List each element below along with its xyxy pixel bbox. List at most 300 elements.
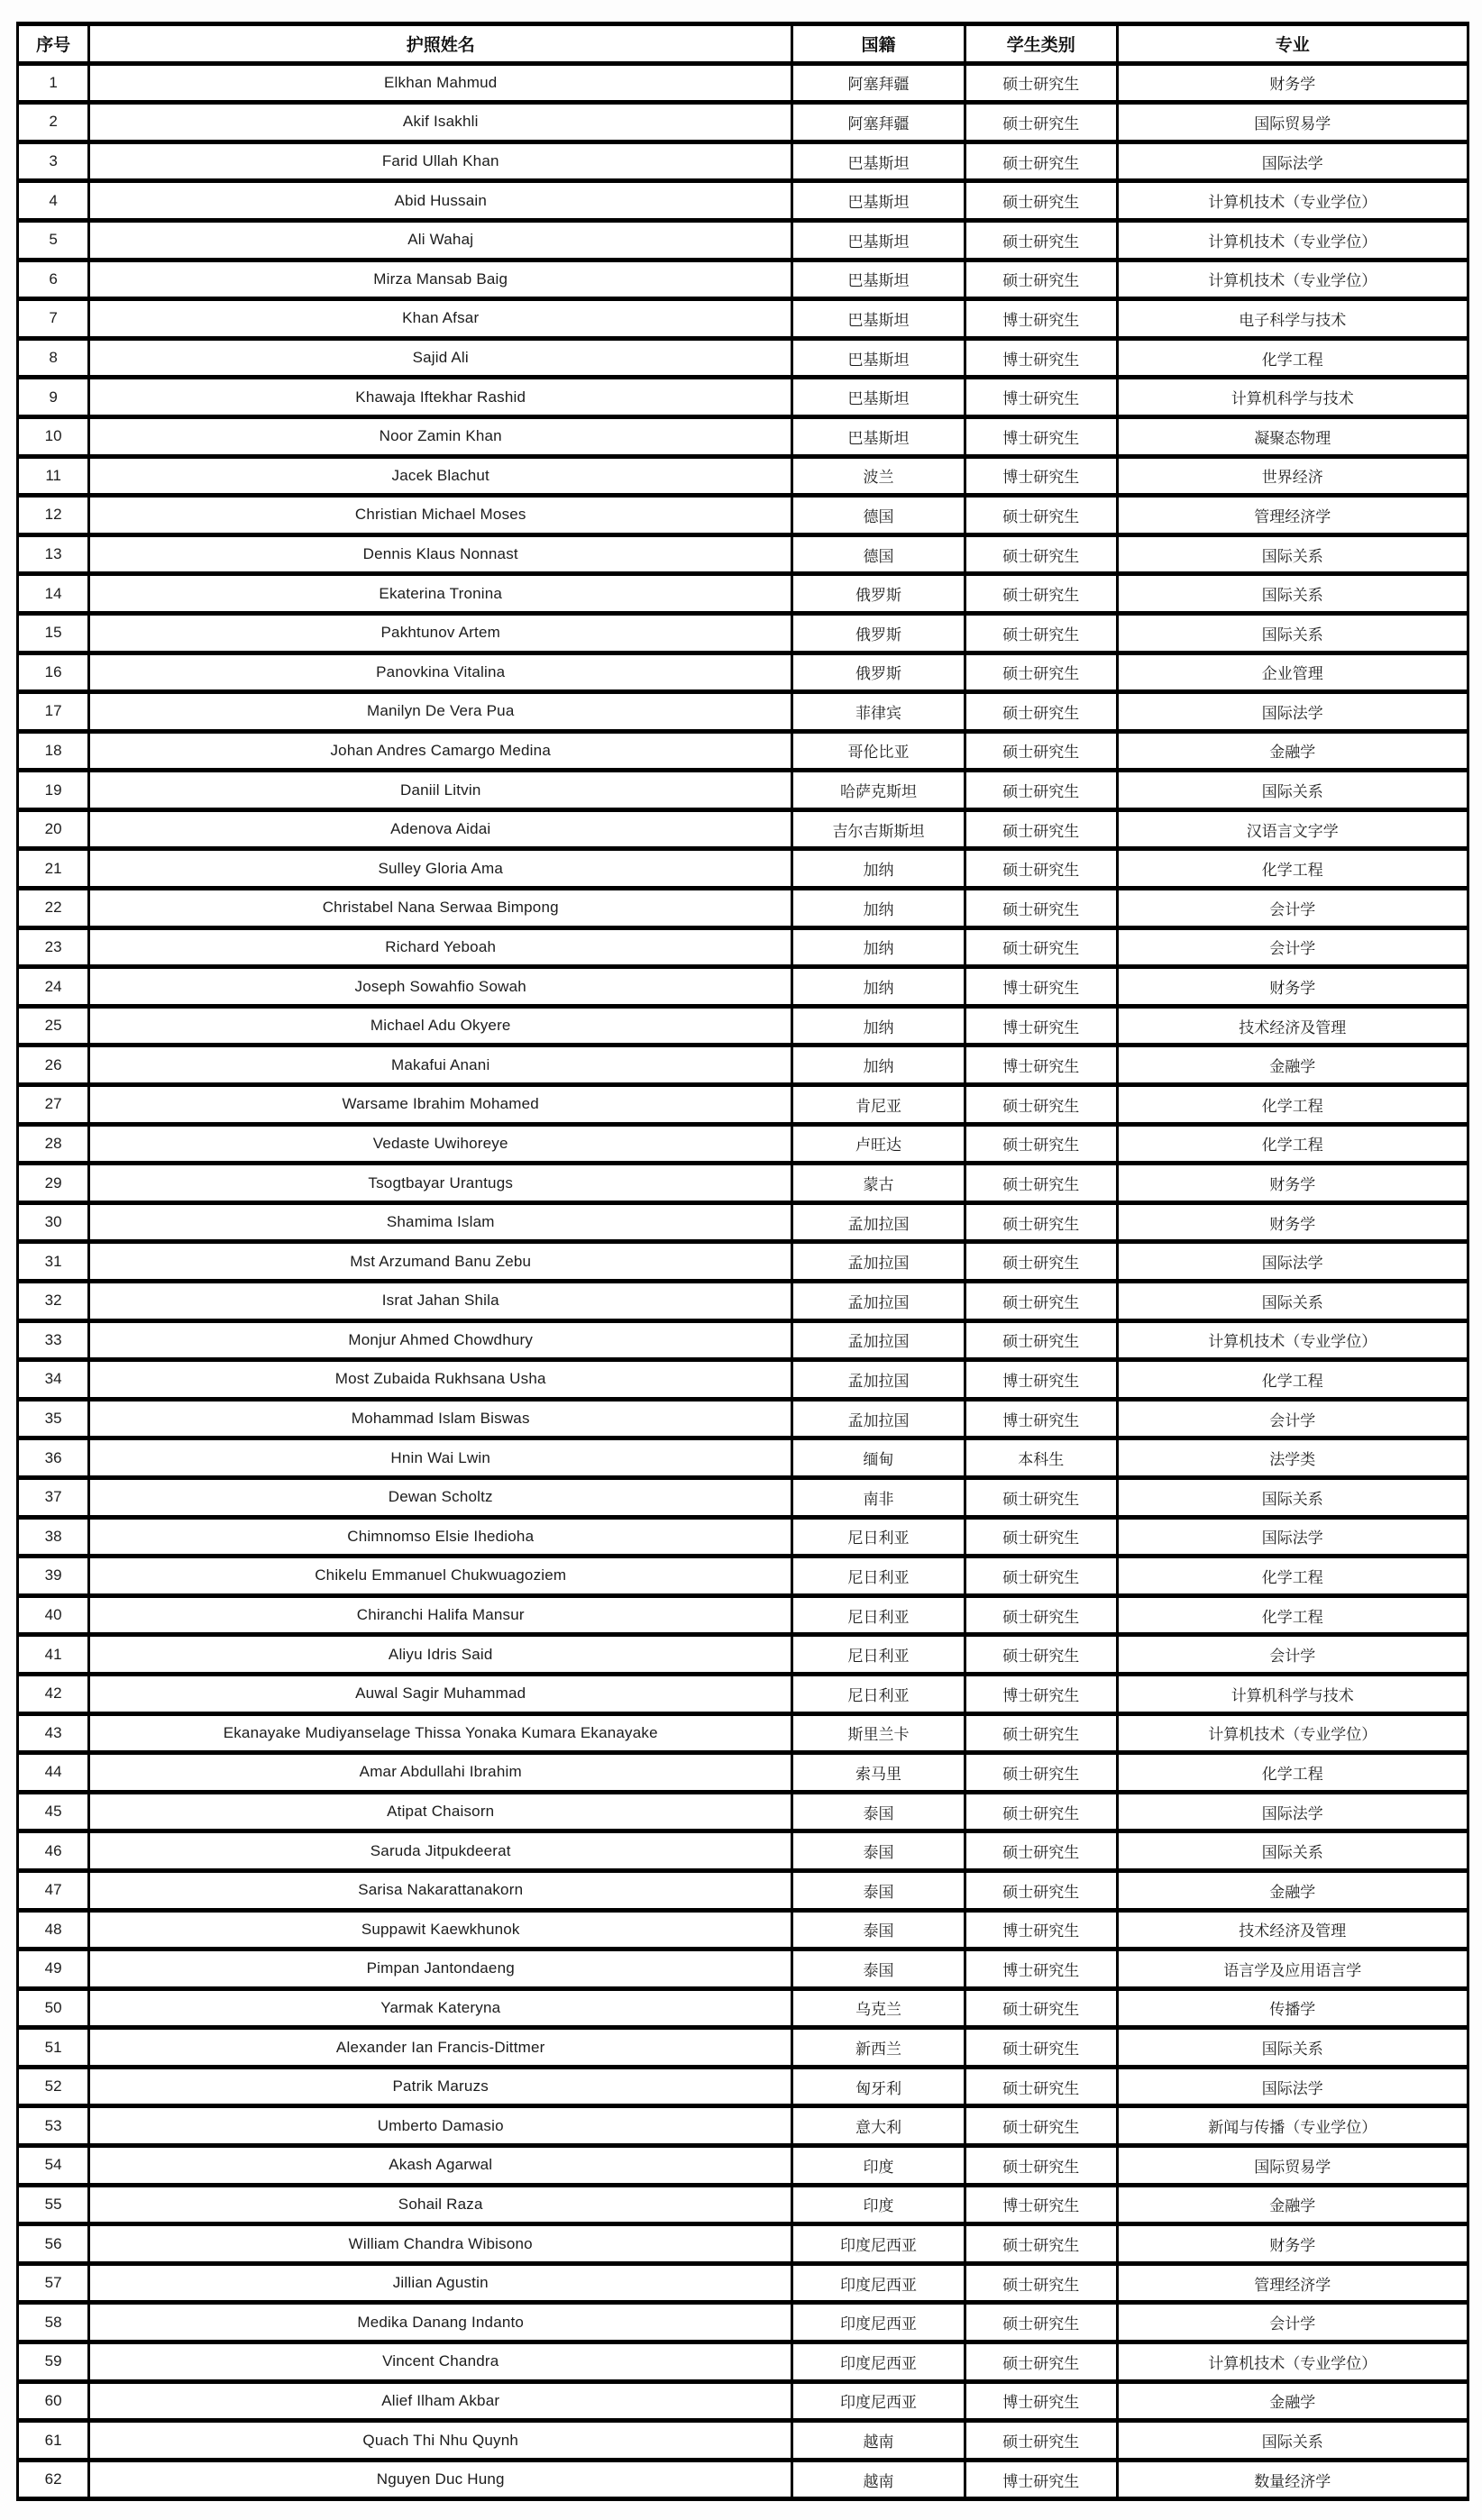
row-index-cell: 8 [18,338,89,378]
table-row [18,1006,1468,1045]
nationality-cell: 泰国 [792,1792,965,1831]
passport-name-cell: Noor Zamin Khan [89,416,792,456]
nationality-cell: 哥伦比亚 [792,731,965,771]
student-category-cell: 硕士研究生 [965,534,1117,574]
student-category-cell: 硕士研究生 [965,889,1117,928]
student-category-cell: 硕士研究生 [965,1164,1117,1203]
table-row [18,1124,1468,1164]
row-index-cell: 36 [18,1438,89,1478]
nationality-cell: 斯里兰卡 [792,1713,965,1753]
row-index-cell: 40 [18,1595,89,1635]
row-index-cell: 16 [18,653,89,692]
nationality-cell: 孟加拉国 [792,1399,965,1438]
student-category-cell: 博士研究生 [965,338,1117,378]
nationality-cell: 加纳 [792,1045,965,1085]
passport-name-cell: Umberto Damasio [89,2106,792,2146]
passport-name-cell: Ekanayake Mudiyanselage Thissa Yonaka Kumara Ekanayake [89,1713,792,1753]
student-category-cell: 硕士研究生 [965,2146,1117,2186]
student-category-cell: 博士研究生 [965,416,1117,456]
major-cell: 财务学 [1117,967,1468,1007]
nationality-cell: 孟加拉国 [792,1282,965,1321]
student-category-cell: 博士研究生 [965,1674,1117,1713]
row-index-cell: 18 [18,731,89,771]
row-index-cell: 54 [18,2146,89,2186]
nationality-cell: 孟加拉国 [792,1320,965,1360]
passport-name-cell: Joseph Sowahfio Sowah [89,967,792,1007]
major-cell: 语言学及应用语言学 [1117,1949,1468,1989]
nationality-cell: 巴基斯坦 [792,181,965,221]
row-index-cell: 26 [18,1045,89,1085]
major-cell: 金融学 [1117,2381,1468,2421]
row-index-cell: 12 [18,496,89,535]
student-category-cell: 硕士研究生 [965,771,1117,810]
nationality-cell: 印度尼西亚 [792,2342,965,2382]
table-row [18,416,1468,456]
table-row [18,1910,1468,1949]
row-index-cell: 2 [18,103,89,142]
nationality-cell: 巴基斯坦 [792,378,965,417]
student-category-cell: 博士研究生 [965,299,1117,339]
row-index-cell: 31 [18,1242,89,1282]
student-category-cell: 硕士研究生 [965,220,1117,260]
major-cell: 计算机技术（专业学位） [1117,220,1468,260]
passport-name-cell: Israt Jahan Shila [89,1282,792,1321]
major-cell: 传播学 [1117,1988,1468,2028]
table-row [18,496,1468,535]
major-cell: 化学工程 [1117,1753,1468,1793]
student-category-cell: 硕士研究生 [965,1282,1117,1321]
nationality-cell: 越南 [792,2460,965,2499]
passport-name-cell: Pakhtunov Artem [89,613,792,653]
table-row [18,1792,1468,1831]
major-cell: 化学工程 [1117,1360,1468,1400]
student-category-cell: 博士研究生 [965,378,1117,417]
nationality-cell: 尼日利亚 [792,1517,965,1557]
student-category-cell: 硕士研究生 [965,574,1117,614]
nationality-cell: 南非 [792,1477,965,1517]
table-row [18,456,1468,496]
row-index-cell: 5 [18,220,89,260]
nationality-cell: 匈牙利 [792,2067,965,2106]
passport-name-cell: Dennis Klaus Nonnast [89,534,792,574]
student-category-cell: 硕士研究生 [965,2263,1117,2303]
nationality-cell: 德国 [792,534,965,574]
table-row [18,1164,1468,1203]
passport-name-cell: Daniil Litvin [89,771,792,810]
row-index-cell: 1 [18,63,89,103]
passport-name-cell: Sarisa Nakarattanakorn [89,1870,792,1910]
passport-name-cell: Suppawit Kaewkhunok [89,1910,792,1949]
major-cell: 国际关系 [1117,2421,1468,2461]
header-cell-index: 序号 [18,24,89,64]
row-index-cell: 10 [18,416,89,456]
table-row [18,2342,1468,2382]
major-cell: 化学工程 [1117,1557,1468,1596]
row-index-cell: 58 [18,2303,89,2342]
passport-name-cell: Atipat Chaisorn [89,1792,792,1831]
student-category-cell: 硕士研究生 [965,1792,1117,1831]
nationality-cell: 尼日利亚 [792,1557,965,1596]
table-row [18,849,1468,889]
table-row [18,1831,1468,1871]
major-cell: 计算机科学与技术 [1117,1674,1468,1713]
passport-name-cell: Mst Arzumand Banu Zebu [89,1242,792,1282]
major-cell: 国际关系 [1117,2028,1468,2068]
nationality-cell: 加纳 [792,927,965,967]
student-category-cell: 硕士研究生 [965,849,1117,889]
row-index-cell: 14 [18,574,89,614]
nationality-cell: 孟加拉国 [792,1202,965,1242]
major-cell: 财务学 [1117,1202,1468,1242]
row-index-cell: 34 [18,1360,89,1400]
passport-name-cell: Khawaja Iftekhar Rashid [89,378,792,417]
major-cell: 计算机技术（专业学位） [1117,1713,1468,1753]
nationality-cell: 俄罗斯 [792,653,965,692]
table-row [18,1085,1468,1125]
major-cell: 国际关系 [1117,771,1468,810]
major-cell: 技术经济及管理 [1117,1006,1468,1045]
row-index-cell: 20 [18,809,89,849]
passport-name-cell: Pimpan Jantondaeng [89,1949,792,1989]
passport-name-cell: Patrik Maruzs [89,2067,792,2106]
row-index-cell: 22 [18,889,89,928]
student-category-cell: 硕士研究生 [965,103,1117,142]
student-category-cell: 博士研究生 [965,1949,1117,1989]
passport-name-cell: Chiranchi Halifa Mansur [89,1595,792,1635]
table-row [18,692,1468,732]
table-row [18,2028,1468,2068]
passport-name-cell: Hnin Wai Lwin [89,1438,792,1478]
major-cell: 会计学 [1117,927,1468,967]
table-row [18,1438,1468,1478]
student-category-cell: 硕士研究生 [965,1595,1117,1635]
table-row [18,1282,1468,1321]
passport-name-cell: Jacek Blachut [89,456,792,496]
row-index-cell: 3 [18,142,89,181]
table-header [18,24,1468,64]
table-row [18,1399,1468,1438]
table-row [18,2067,1468,2106]
row-index-cell: 38 [18,1517,89,1557]
student-category-cell: 硕士研究生 [965,613,1117,653]
row-index-cell: 37 [18,1477,89,1517]
nationality-cell: 蒙古 [792,1164,965,1203]
row-index-cell: 39 [18,1557,89,1596]
row-index-cell: 49 [18,1949,89,1989]
major-cell: 计算机技术（专业学位） [1117,181,1468,221]
major-cell: 财务学 [1117,2224,1468,2264]
nationality-cell: 印度 [792,2185,965,2224]
header-cell-student-category: 学生类别 [965,24,1117,64]
major-cell: 计算机技术（专业学位） [1117,260,1468,299]
major-cell: 管理经济学 [1117,2263,1468,2303]
passport-name-cell: Vedaste Uwihoreye [89,1124,792,1164]
row-index-cell: 44 [18,1753,89,1793]
passport-name-cell: Alexander Ian Francis-Dittmer [89,2028,792,2068]
row-index-cell: 25 [18,1006,89,1045]
nationality-cell: 德国 [792,496,965,535]
table-row [18,731,1468,771]
nationality-cell: 越南 [792,2421,965,2461]
international-students-table [16,22,1469,2501]
table-row [18,809,1468,849]
major-cell: 国际法学 [1117,1792,1468,1831]
nationality-cell: 意大利 [792,2106,965,2146]
table-row [18,2421,1468,2461]
table-row [18,1360,1468,1400]
student-category-cell: 硕士研究生 [965,1242,1117,1282]
nationality-cell: 乌克兰 [792,1988,965,2028]
major-cell: 财务学 [1117,63,1468,103]
major-cell: 国际关系 [1117,1831,1468,1871]
table-row [18,574,1468,614]
major-cell: 世界经济 [1117,456,1468,496]
row-index-cell: 41 [18,1635,89,1675]
major-cell: 化学工程 [1117,338,1468,378]
row-index-cell: 56 [18,2224,89,2264]
table-row [18,1713,1468,1753]
table-row [18,2460,1468,2499]
student-category-cell: 博士研究生 [965,2185,1117,2224]
row-index-cell: 19 [18,771,89,810]
student-category-cell: 硕士研究生 [965,1477,1117,1517]
passport-name-cell: Warsame Ibrahim Mohamed [89,1085,792,1125]
table-row [18,2381,1468,2421]
row-index-cell: 7 [18,299,89,339]
table-row [18,967,1468,1007]
table-row [18,1988,1468,2028]
major-cell: 国际关系 [1117,574,1468,614]
table-row [18,338,1468,378]
student-category-cell: 博士研究生 [965,2460,1117,2499]
major-cell: 国际法学 [1117,142,1468,181]
table-row [18,613,1468,653]
passport-name-cell: Akif Isakhli [89,103,792,142]
major-cell: 金融学 [1117,1045,1468,1085]
nationality-cell: 阿塞拜疆 [792,63,965,103]
nationality-cell: 泰国 [792,1910,965,1949]
row-index-cell: 4 [18,181,89,221]
passport-name-cell: Manilyn De Vera Pua [89,692,792,732]
nationality-cell: 印度尼西亚 [792,2224,965,2264]
student-category-cell: 硕士研究生 [965,1870,1117,1910]
row-index-cell: 46 [18,1831,89,1871]
student-category-cell: 硕士研究生 [965,1202,1117,1242]
major-cell: 新闻与传播（专业学位） [1117,2106,1468,2146]
nationality-cell: 巴基斯坦 [792,220,965,260]
passport-name-cell: William Chandra Wibisono [89,2224,792,2264]
table-row [18,181,1468,221]
nationality-cell: 卢旺达 [792,1124,965,1164]
student-category-cell: 硕士研究生 [965,1085,1117,1125]
student-category-cell: 博士研究生 [965,456,1117,496]
table-body [18,63,1468,2499]
nationality-cell: 尼日利亚 [792,1635,965,1675]
student-category-cell: 博士研究生 [965,1006,1117,1045]
nationality-cell: 波兰 [792,456,965,496]
row-index-cell: 55 [18,2185,89,2224]
table-row [18,1320,1468,1360]
student-category-cell: 博士研究生 [965,1399,1117,1438]
passport-name-cell: Sajid Ali [89,338,792,378]
student-category-cell: 硕士研究生 [965,2224,1117,2264]
passport-name-cell: Auwal Sagir Muhammad [89,1674,792,1713]
table-row [18,103,1468,142]
student-category-cell: 硕士研究生 [965,927,1117,967]
nationality-cell: 巴基斯坦 [792,299,965,339]
row-index-cell: 57 [18,2263,89,2303]
major-cell: 化学工程 [1117,1124,1468,1164]
major-cell: 管理经济学 [1117,496,1468,535]
table-row [18,1753,1468,1793]
passport-name-cell: Michael Adu Okyere [89,1006,792,1045]
passport-name-cell: Medika Danang Indanto [89,2303,792,2342]
major-cell: 会计学 [1117,1399,1468,1438]
passport-name-cell: Chimnomso Elsie Ihedioha [89,1517,792,1557]
major-cell: 国际关系 [1117,613,1468,653]
nationality-cell: 尼日利亚 [792,1674,965,1713]
nationality-cell: 巴基斯坦 [792,142,965,181]
table-row [18,260,1468,299]
student-category-cell: 硕士研究生 [965,2421,1117,2461]
table-row [18,927,1468,967]
nationality-cell: 加纳 [792,889,965,928]
row-index-cell: 61 [18,2421,89,2461]
major-cell: 会计学 [1117,889,1468,928]
row-index-cell: 17 [18,692,89,732]
major-cell: 数量经济学 [1117,2460,1468,2499]
nationality-cell: 尼日利亚 [792,1595,965,1635]
student-category-cell: 博士研究生 [965,2381,1117,2421]
table-row [18,1949,1468,1989]
passport-name-cell: Shamima Islam [89,1202,792,1242]
row-index-cell: 43 [18,1713,89,1753]
table-row [18,1595,1468,1635]
student-category-cell: 硕士研究生 [965,2303,1117,2342]
header-cell-passport-name: 护照姓名 [89,24,792,64]
student-category-cell: 本科生 [965,1438,1117,1478]
table-row [18,771,1468,810]
passport-name-cell: Khan Afsar [89,299,792,339]
row-index-cell: 9 [18,378,89,417]
table-row [18,1870,1468,1910]
student-category-cell: 硕士研究生 [965,809,1117,849]
student-category-cell: 硕士研究生 [965,1753,1117,1793]
table-row [18,1202,1468,1242]
row-index-cell: 45 [18,1792,89,1831]
table-row [18,1674,1468,1713]
row-index-cell: 6 [18,260,89,299]
row-index-cell: 33 [18,1320,89,1360]
passport-name-cell: Chikelu Emmanuel Chukwuagoziem [89,1557,792,1596]
passport-name-cell: Aliyu Idris Said [89,1635,792,1675]
row-index-cell: 23 [18,927,89,967]
nationality-cell: 加纳 [792,1006,965,1045]
passport-name-cell: Adenova Aidai [89,809,792,849]
passport-name-cell: Akash Agarwal [89,2146,792,2186]
header-row [18,24,1468,64]
student-category-cell: 硕士研究生 [965,260,1117,299]
nationality-cell: 阿塞拜疆 [792,103,965,142]
row-index-cell: 47 [18,1870,89,1910]
row-index-cell: 13 [18,534,89,574]
passport-name-cell: Richard Yeboah [89,927,792,967]
major-cell: 法学类 [1117,1438,1468,1478]
major-cell: 电子科学与技术 [1117,299,1468,339]
table-row [18,378,1468,417]
passport-name-cell: Alief Ilham Akbar [89,2381,792,2421]
student-category-cell: 硕士研究生 [965,1517,1117,1557]
passport-name-cell: Abid Hussain [89,181,792,221]
major-cell: 技术经济及管理 [1117,1910,1468,1949]
nationality-cell: 加纳 [792,849,965,889]
row-index-cell: 62 [18,2460,89,2499]
major-cell: 国际法学 [1117,2067,1468,2106]
row-index-cell: 60 [18,2381,89,2421]
nationality-cell: 巴基斯坦 [792,338,965,378]
passport-name-cell: Vincent Chandra [89,2342,792,2382]
nationality-cell: 新西兰 [792,2028,965,2068]
major-cell: 计算机科学与技术 [1117,378,1468,417]
major-cell: 国际关系 [1117,534,1468,574]
nationality-cell: 吉尔吉斯斯坦 [792,809,965,849]
passport-name-cell: Monjur Ahmed Chowdhury [89,1320,792,1360]
major-cell: 企业管理 [1117,653,1468,692]
nationality-cell: 印度尼西亚 [792,2263,965,2303]
major-cell: 化学工程 [1117,1085,1468,1125]
row-index-cell: 11 [18,456,89,496]
major-cell: 财务学 [1117,1164,1468,1203]
row-index-cell: 28 [18,1124,89,1164]
passport-name-cell: Dewan Scholtz [89,1477,792,1517]
nationality-cell: 巴基斯坦 [792,416,965,456]
table-row [18,1517,1468,1557]
row-index-cell: 51 [18,2028,89,2068]
row-index-cell: 30 [18,1202,89,1242]
student-category-cell: 博士研究生 [965,1910,1117,1949]
nationality-cell: 巴基斯坦 [792,260,965,299]
table-row [18,2106,1468,2146]
nationality-cell: 印度尼西亚 [792,2381,965,2421]
passport-name-cell: Most Zubaida Rukhsana Usha [89,1360,792,1400]
major-cell: 国际法学 [1117,1517,1468,1557]
major-cell: 国际关系 [1117,1477,1468,1517]
table-row [18,2185,1468,2224]
passport-name-cell: Elkhan Mahmud [89,63,792,103]
student-category-cell: 博士研究生 [965,1360,1117,1400]
major-cell: 计算机技术（专业学位） [1117,2342,1468,2382]
student-category-cell: 硕士研究生 [965,1635,1117,1675]
student-category-cell: 硕士研究生 [965,2106,1117,2146]
passport-name-cell: Farid Ullah Khan [89,142,792,181]
table-row [18,1477,1468,1517]
passport-name-cell: Tsogtbayar Urantugs [89,1164,792,1203]
table-row [18,220,1468,260]
passport-name-cell: Panovkina Vitalina [89,653,792,692]
row-index-cell: 24 [18,967,89,1007]
student-category-cell: 硕士研究生 [965,1988,1117,2028]
passport-name-cell: Saruda Jitpukdeerat [89,1831,792,1871]
row-index-cell: 32 [18,1282,89,1321]
student-category-cell: 硕士研究生 [965,181,1117,221]
table-row [18,2263,1468,2303]
major-cell: 国际关系 [1117,1282,1468,1321]
row-index-cell: 29 [18,1164,89,1203]
major-cell: 会计学 [1117,2303,1468,2342]
nationality-cell: 俄罗斯 [792,574,965,614]
major-cell: 金融学 [1117,1870,1468,1910]
table-row [18,63,1468,103]
